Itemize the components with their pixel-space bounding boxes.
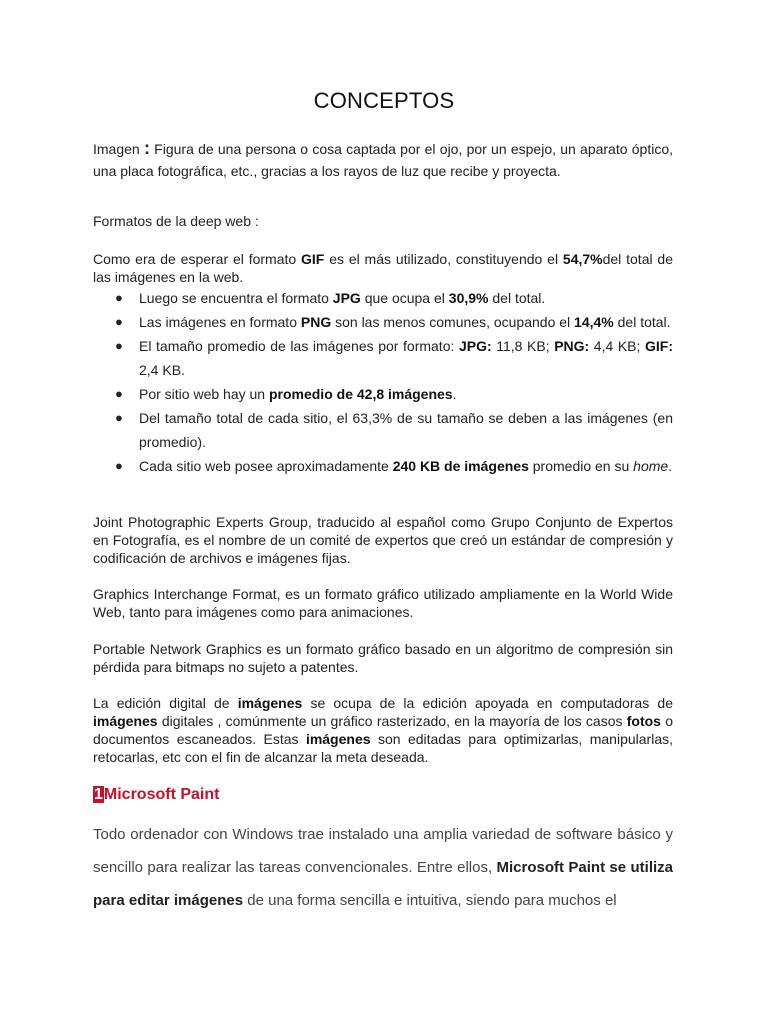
- bullet-dot: ●: [115, 338, 123, 353]
- imagen-definition: [93, 137, 673, 182]
- bullet-dot: ●: [115, 410, 123, 425]
- bullet-text: del total.: [488, 290, 546, 306]
- bullet-text: Del tamaño total de cada sitio, el 63,3% de su tamaño se deben a las imágenes (en promedio).: [139, 410, 673, 450]
- bullet-bold: PNG: [300, 314, 332, 330]
- gif-paragraph: Graphics Interchange Format, es un formato gráfico utilizado ampliamente en la World Wide Web, tanto para imágenes como para animaciones.: [93, 586, 673, 620]
- bullet-dot: ●: [115, 290, 123, 305]
- bullet-text: que ocupa el: [360, 290, 449, 306]
- bullet-bold: PNG:: [554, 338, 590, 354]
- stats-bullet-list: [93, 286, 673, 478]
- bullet-italic: home: [633, 458, 669, 474]
- intro-text-3: del total de las imágenes en la web.: [93, 251, 674, 285]
- edicion-bold: fotos: [626, 713, 661, 729]
- edicion-paragraph: [93, 694, 673, 766]
- bullet-bold: JPG:: [458, 338, 492, 354]
- intro-text-1: Como era de esperar el formato: [93, 251, 302, 267]
- imagen-colon: :: [143, 138, 150, 158]
- imagen-definition-text: Figura de una persona o cosa captada por el ojo, por un espejo, un aparato óptico, una placa fotográfica, etc., gracias a los rayos de luz que recibe y proyecta.: [93, 141, 674, 179]
- list-item: [93, 406, 673, 454]
- edicion-bold: imágenes: [305, 731, 371, 747]
- bullet-bold: 30,9%: [448, 290, 489, 306]
- bullet-bold: promedio de 42,8 imágenes: [268, 386, 453, 402]
- bullet-text: promedio en su: [528, 458, 634, 474]
- bullet-dot: ●: [115, 314, 123, 329]
- jpg-paragraph: Joint Photographic Experts Group, traducido al español como Grupo Conjunto de Expertos en Fotografía, es el nombre de un comité de expertos que creó un estándar de compresión y codificación de archivos e imágenes fijas.: [93, 514, 673, 566]
- bullet-text: Cada sitio web posee aproximadamente: [139, 458, 393, 474]
- bullet-bold: 240 KB de imágenes: [392, 458, 529, 474]
- edicion-bold: imágenes: [237, 695, 303, 711]
- edicion-text: se ocupa de la edición apoyada en computadoras de: [302, 695, 673, 711]
- bullet-text: 11,8 KB;: [491, 338, 555, 354]
- imagen-term: Imagen: [93, 141, 140, 157]
- intro-bold-gif: GIF: [301, 251, 325, 267]
- bullet-text: .: [452, 386, 457, 402]
- section-heading: [93, 786, 219, 804]
- section-text: Todo ordenador con Windows trae instalado una amplia variedad de software básico y sencillo para realizar las tareas convencionales. Entre ellos,: [93, 826, 673, 876]
- section-bold: Microsoft Paint se utiliza para editar imágenes: [93, 859, 673, 909]
- bullet-text: El tamaño promedio de las imágenes por formato:: [139, 338, 459, 354]
- intro-text-2: es el más utilizado, constituyendo el: [324, 251, 563, 267]
- intro-bold-percent: 54,7%: [562, 251, 603, 267]
- list-item: [93, 310, 673, 334]
- edicion-text: La edición digital de: [93, 695, 238, 711]
- bullet-text: Las imágenes en formato: [139, 314, 301, 330]
- bullet-text: Luego se encuentra el formato: [139, 290, 333, 306]
- edicion-text: o documentos escaneados. Estas: [93, 713, 673, 747]
- list-item: [93, 286, 673, 310]
- section-paragraph: [93, 818, 673, 917]
- bullet-text: son las menos comunes, ocupando el: [331, 314, 575, 330]
- edicion-text: digitales , comúnmente un gráfico rasterizado, en la mayoría de los casos: [157, 713, 627, 729]
- list-item: [93, 454, 673, 478]
- bullet-text: Por sitio web hay un: [139, 386, 269, 402]
- bullet-dot: ●: [115, 386, 123, 401]
- bullet-dot: ●: [115, 458, 123, 473]
- edicion-bold: imágenes: [93, 713, 158, 729]
- png-paragraph: Portable Network Graphics es un formato gráfico basado en un algoritmo de compresión sin pérdida para bitmaps no sujeto a patentes.: [93, 641, 673, 675]
- section-number: 1: [94, 786, 103, 803]
- list-item: [93, 382, 673, 406]
- section-text: de una forma sencilla e intuitiva, siendo para muchos el: [243, 892, 617, 909]
- bullet-bold: JPG: [332, 290, 361, 306]
- section-title: Microsoft Paint: [103, 786, 220, 803]
- bullet-text: 2,4 KB.: [139, 362, 185, 378]
- intro-paragraph: [93, 250, 673, 286]
- page-title: CONCEPTOS: [313, 88, 455, 113]
- bullet-text: del total.: [613, 314, 671, 330]
- list-item: [93, 334, 673, 382]
- edicion-text: son editadas para optimizarlas, manipularlas, retocarlas, etc con el fin de alcanzar la meta deseada.: [93, 731, 673, 765]
- bullet-bold: GIF:: [645, 338, 673, 354]
- bullet-text: .: [668, 458, 673, 474]
- bullet-text: 4,4 KB;: [589, 338, 645, 354]
- bullet-bold: 14,4%: [574, 314, 614, 330]
- formatos-heading: Formatos de la deep web :: [93, 213, 259, 229]
